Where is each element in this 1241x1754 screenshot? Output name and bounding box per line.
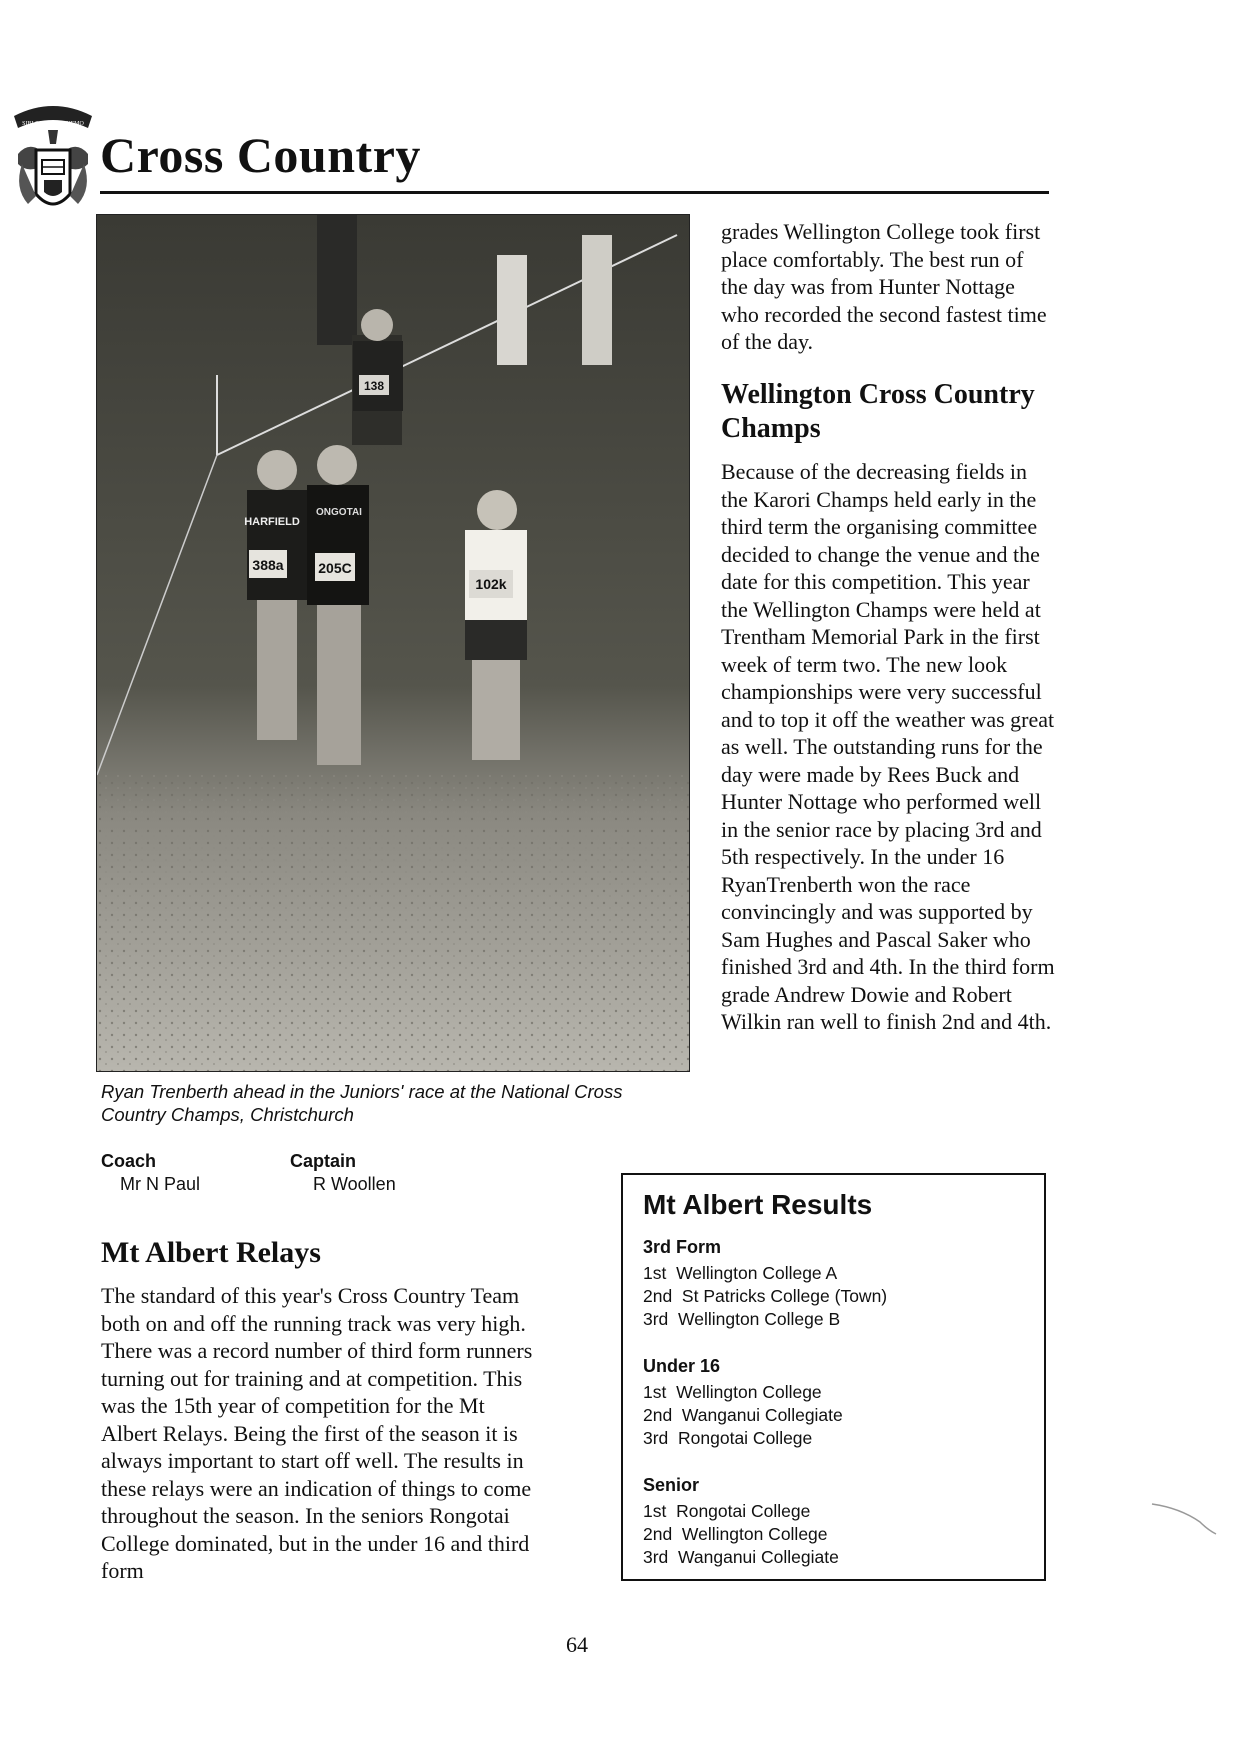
bib-number: 205C bbox=[318, 560, 352, 576]
photo-caption: Ryan Trenberth ahead in the Juniors' race at the National Cross Country Champs, Christchurch bbox=[101, 1081, 623, 1125]
result-line: 2nd Wellington College bbox=[643, 1524, 828, 1544]
results-group bbox=[643, 1356, 843, 1450]
results-heading: Mt Albert Results bbox=[643, 1189, 873, 1220]
page-title: Cross Country bbox=[100, 127, 421, 183]
result-line: 3rd Rongotai College bbox=[643, 1428, 813, 1448]
result-line: 1st Wellington College bbox=[643, 1382, 822, 1402]
result-line: 2nd Wanganui Collegiate bbox=[643, 1405, 843, 1425]
result-line: 1st Wellington College A bbox=[643, 1263, 838, 1283]
singlet-text: ONGOTAI bbox=[316, 507, 362, 518]
pen-mark bbox=[1150, 1500, 1220, 1540]
page-number: 64 bbox=[566, 1632, 588, 1657]
relays-heading: Mt Albert Relays bbox=[101, 1236, 321, 1269]
results-group bbox=[643, 1475, 839, 1569]
captain-label: Captain bbox=[290, 1151, 357, 1171]
svg-text:SIBI OMNES ET NEMO: SIBI OMNES ET NEMO bbox=[22, 121, 84, 127]
result-line: 1st Rongotai College bbox=[643, 1501, 811, 1521]
results-group bbox=[643, 1237, 887, 1331]
group-heading: 3rd Form bbox=[643, 1237, 722, 1257]
coach-label: Coach bbox=[101, 1151, 157, 1171]
captain-name: R Woollen bbox=[313, 1174, 396, 1194]
title-divider bbox=[100, 191, 1049, 194]
continued-paragraph: grades Wellington College took first place comfortably. The best run of the day was from Hunter Nottage who recorded the second fastest time of the day. bbox=[721, 219, 1047, 354]
race-photo bbox=[96, 214, 690, 1072]
bib-number: 138 bbox=[363, 379, 385, 393]
champs-heading: Wellington Cross Country Champs bbox=[721, 379, 1035, 444]
college-crest-logo bbox=[8, 98, 98, 246]
results-box bbox=[621, 1173, 1046, 1581]
relays-paragraph: The standard of this year's Cross Country Team both on and off the running track was very high. There was a record number of third form runners turning out for training and at competition. This was the 15th year of competition for the Mt Albert Relays. Being the first of the season it is always important to start off well. The results in these relays were an indication of things to come throughout the season. In the seniors Rongotai College dominated, but in the under 16 and third form bbox=[101, 1283, 533, 1583]
group-heading: Senior bbox=[643, 1475, 700, 1495]
runner-right bbox=[465, 490, 527, 760]
champs-paragraph: Because of the decreasing fields in the Karori Champs held early in the third term the organising committee decided to change the venue and the date for this competition. This year the Wellington Champs were held at Trentham Memorial Park in the first week of term two. The new look championships were very successful and to top it off the weather was great as well. The outstanding runs for the day were made by Rees Buck and Hunter Nottage who performed well in the senior race by placing 3rd and 5th respectively. In the under 16 RyanTrenberth won the race convincingly and was supported by Sam Hughes and Pascal Saker who finished 3rd and 4th. In the third form grade Andrew Dowie and Robert Wilkin ran well to finish 2nd and 4th. bbox=[721, 459, 1055, 1034]
result-line: 3rd Wellington College B bbox=[643, 1309, 841, 1329]
coach-name: Mr N Paul bbox=[120, 1174, 201, 1194]
bib-number: 388a bbox=[252, 557, 284, 573]
result-line: 2nd St Patricks College (Town) bbox=[643, 1286, 888, 1306]
group-heading: Under 16 bbox=[643, 1356, 721, 1376]
result-line: 3rd Wanganui Collegiate bbox=[643, 1547, 839, 1567]
singlet-text: HARFIELD bbox=[244, 516, 300, 528]
bib-number: 102k bbox=[475, 576, 507, 592]
